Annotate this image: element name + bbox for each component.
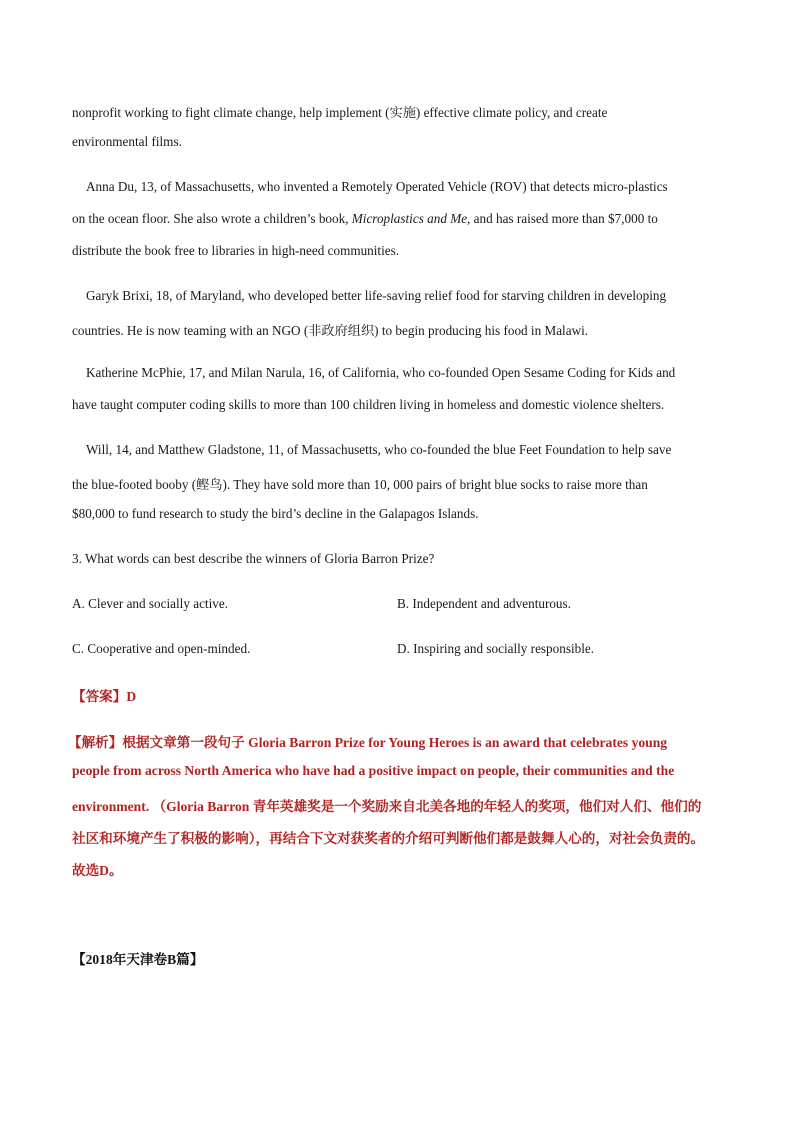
passage-line: $80,000 to fund research to study the bird’s decline in the Galapagos Islands. xyxy=(72,506,479,521)
passage-line: Anna Du, 13, of Massachusetts, who invented a Remotely Operated Vehicle (ROV) that detects micro-plastics xyxy=(86,179,668,194)
analysis-line: 社区和环境产生了积极的影响），再结合下文对获奖者的介绍可判断他们都是鼓舞人心的，对社会负责的。 xyxy=(72,831,705,846)
analysis-line: 故选D。 xyxy=(72,863,123,878)
passage-line: countries. He is now teaming with an NGO (非政府组织) to begin producing his food in Malawi. xyxy=(72,323,589,338)
analysis-line: 【解析】根据文章第一段句子 Gloria Barron Prize for Young Heroes is an award that celebrates young xyxy=(68,735,668,750)
answer-label: 【答案】D xyxy=(72,689,137,704)
passage-line: Garyk Brixi, 18, of Maryland, who developed better life-saving relief food for starving children in developing xyxy=(86,288,667,303)
analysis-line: people from across North America who have had a positive impact on people, their communities and the xyxy=(72,763,675,778)
question-stem: 3. What words can best describe the winners of Gloria Barron Prize? xyxy=(72,551,435,566)
book-title: Microplastics and Me xyxy=(351,211,468,226)
passage-line: Will, 14, and Matthew Gladstone, 11, of Massachusetts, who co-founded the blue Feet Foundation to help save xyxy=(86,442,672,457)
passage-line: have taught computer coding skills to more than 100 children living in homeless and domestic violence shelters. xyxy=(72,397,665,412)
passage-line: distribute the book free to libraries in high-need communities. xyxy=(72,243,400,258)
passage-line: nonprofit working to fight climate change, help implement (实施) effective climate policy, and create xyxy=(72,105,608,120)
option-a: A. Clever and socially active. xyxy=(72,596,228,611)
option-c: C. Cooperative and open-minded. xyxy=(72,641,251,656)
passage-line: the blue-footed booby (鲣鸟). They have sold more than 10, 000 pairs of bright blue socks to raise more than xyxy=(72,477,648,492)
section-heading: 【2018年天津卷B篇】 xyxy=(72,952,204,967)
option-b: B. Independent and adventurous. xyxy=(397,596,571,611)
passage-text: , and has raised more than $7,000 to xyxy=(467,211,658,226)
passage-line: Katherine McPhie, 17, and Milan Narula, 16, of California, who co-founded Open Sesame Coding for Kids and xyxy=(86,365,676,380)
passage-line xyxy=(72,211,658,227)
passage-line: environmental films. xyxy=(72,134,182,149)
option-d: D. Inspiring and socially responsible. xyxy=(397,641,595,656)
passage-text: on the ocean floor. She also wrote a children’s book, xyxy=(72,211,352,226)
analysis-line: environment. （Gloria Barron 青年英雄奖是一个奖励来自北美各地的年轻人的奖项，他们对人们、他们的 xyxy=(72,799,702,814)
